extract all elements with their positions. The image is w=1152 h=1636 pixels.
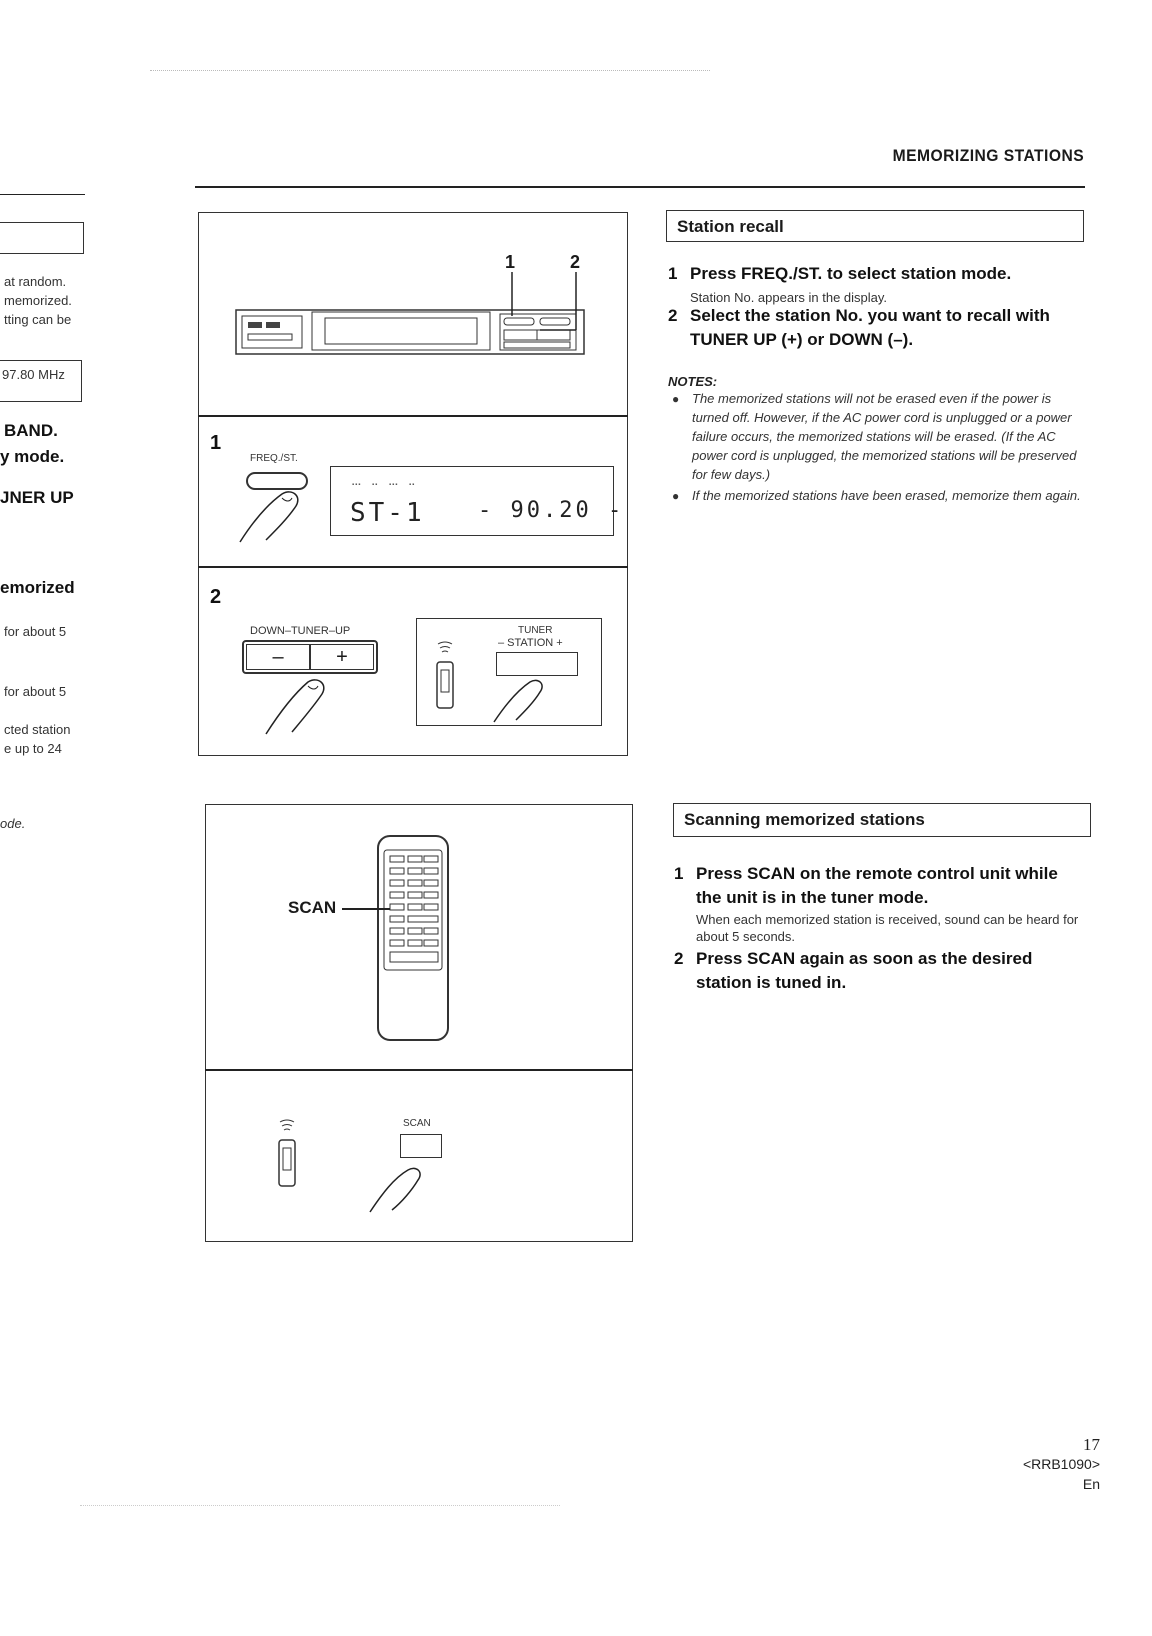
remote-signal-icon [272, 1118, 302, 1190]
figure-divider [205, 1069, 633, 1071]
tuner-up-down-label: DOWN–TUNER–UP [250, 625, 351, 637]
step-number: 2 [668, 306, 678, 325]
finger-icon [262, 678, 332, 736]
left-fragment: tting can be [4, 312, 72, 327]
left-fragment: BAND. [4, 421, 58, 440]
left-fragment: for about 5 [4, 624, 67, 639]
scan-step-1-sub: When each memorized station is received, sound can be heard for about 5 seconds. [696, 912, 1079, 944]
callout-1: 1 [505, 252, 516, 272]
section-title: MEMORIZING STATIONS [892, 146, 1084, 165]
remote-station-label: – STATION + [498, 637, 563, 649]
left-cropped-box [0, 222, 84, 254]
scan-step-1 [674, 862, 1104, 912]
scan-button-label: SCAN [403, 1118, 431, 1129]
left-fragment: at random. [4, 274, 67, 289]
tuner-down-button[interactable] [246, 644, 310, 670]
scanning-heading: Scanning memorized stations [673, 803, 1091, 837]
left-fragment: memorized. [4, 293, 72, 308]
freq-st-button[interactable] [246, 472, 308, 490]
display-indicators: ▪▪▪ ▪▪ ▪▪▪ ▪▪ [352, 482, 416, 488]
scan-button[interactable] [400, 1134, 442, 1158]
left-fragment: emorized [0, 578, 75, 597]
station-recall-heading: Station recall [666, 210, 1084, 242]
minus-label: – [272, 646, 284, 668]
remote-signal-icon [430, 640, 460, 712]
remote-station-button[interactable] [496, 652, 578, 676]
plus-label: + [336, 646, 348, 668]
language-code: En [1082, 1476, 1100, 1492]
lcd-frequency: - 90.20 - [478, 498, 625, 523]
scan-callout-line [342, 908, 390, 910]
callout-2: 2 [570, 252, 581, 272]
scan-artifact [80, 1505, 560, 1507]
freq-st-label: FREQ./ST. [250, 453, 298, 464]
left-header-rule [0, 194, 85, 195]
left-fragment: 97.80 MHz [2, 367, 65, 382]
left-fragment: for about 5 [4, 684, 67, 699]
step-number: 2 [674, 949, 684, 968]
bullet-icon: ● [672, 489, 680, 503]
step-number: 1 [674, 864, 684, 883]
finger-icon [490, 678, 550, 724]
scan-step-2 [674, 947, 1104, 997]
scan-artifact [150, 70, 710, 72]
finger-icon [236, 490, 306, 545]
left-fragment: cted station [4, 722, 71, 737]
recall-step-2 [668, 304, 1098, 354]
document-code: <RRB1090> [1022, 1456, 1100, 1472]
step-text: Press SCAN on the remote control unit while the unit is in the tuner mode. [696, 864, 1058, 907]
note-item: The memorized stations will not be erased even if the power is turned off. However, if the AC power cord is unplugged or a power failure occurs, the memorized stations will be erased. (If the AC power cord is unplugged, the memorized stations will be preserved for few days.) [692, 391, 1077, 482]
scan-callout: SCAN [288, 898, 337, 917]
left-fragment: y mode. [0, 447, 65, 466]
remote-tuner-label: TUNER [518, 625, 553, 636]
note-item: If the memorized stations have been erased, memorize them again. [692, 488, 1081, 503]
step-text: Press FREQ./ST. to select station mode. [690, 264, 1012, 283]
callout-lines [500, 272, 590, 342]
step-text: Press SCAN again as soon as the desired station is tuned in. [696, 949, 1033, 992]
figure-divider [198, 415, 628, 417]
lcd-station-number: ST-1 [350, 498, 425, 528]
tuner-up-button[interactable] [310, 644, 374, 670]
step-text: Select the station No. you want to recall with TUNER UP (+) or DOWN (–). [690, 306, 1050, 349]
header-rule [195, 186, 1085, 188]
notes-title: NOTES: [668, 374, 718, 389]
finger-icon [366, 1166, 428, 1214]
panel-number: 1 [210, 432, 222, 454]
left-fragment: e up to 24 [4, 741, 62, 756]
panel-number: 2 [210, 586, 222, 608]
recall-step-1 [668, 262, 1098, 288]
left-fragment: JNER UP [0, 488, 74, 507]
recall-step-1-sub: Station No. appears in the display. [690, 290, 888, 305]
step-number: 1 [668, 264, 678, 283]
page-number: 17 [1083, 1435, 1100, 1454]
left-fragment: ode. [0, 816, 26, 831]
remote-control-illustration [376, 834, 452, 1044]
figure-divider [198, 566, 628, 568]
bullet-icon: ● [672, 392, 680, 406]
